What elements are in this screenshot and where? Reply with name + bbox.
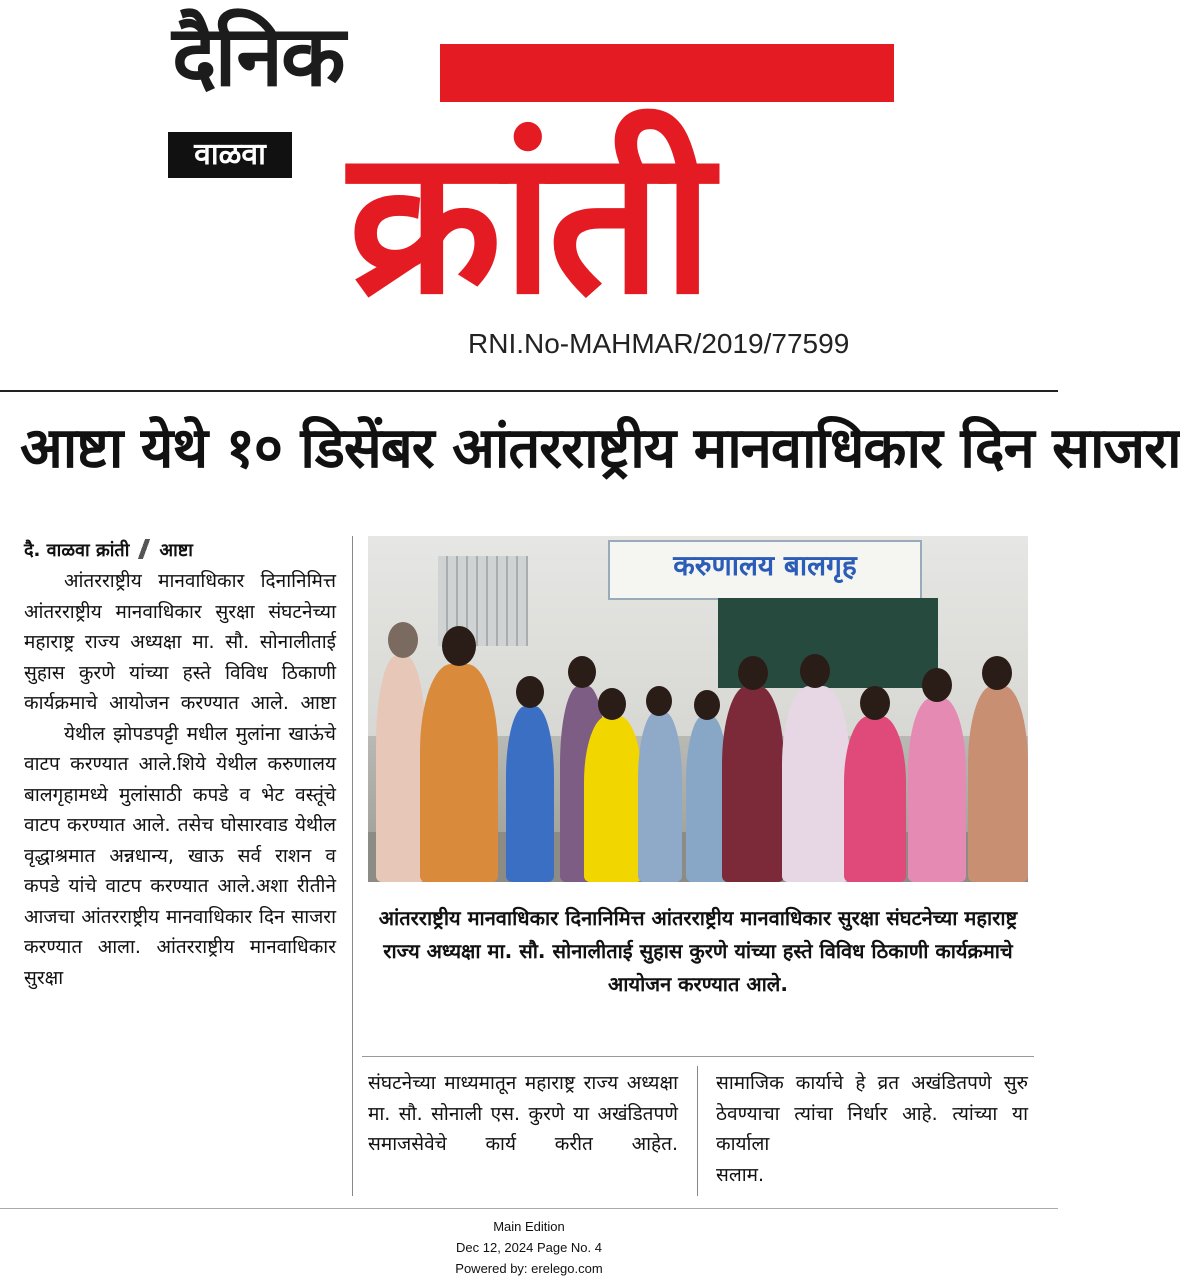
photo-signboard-text: करुणालय बालगृह (673, 549, 857, 582)
photo-signboard (608, 540, 922, 600)
byline-place: आष्टा (159, 540, 193, 561)
caption-rule (362, 1056, 1034, 1057)
photo-person-head (738, 656, 768, 690)
middle-column: संघटनेच्या माध्यमातून महाराष्ट्र राज्य अध्यक्षा मा. सौ. सोनाली एस. कुरणे या अखंडितपणे समाजसेवेचे कार्य करीत आहेत. (368, 1072, 678, 1155)
left-paragraph-2: येथील झोपडपट्टी मधील मुलांना खाऊंचे वाटप करण्यात आले.शिये येथील करुणालय बालगृहामध्ये मुलांसाठी कपडे व भेट वस्तूंचे वाटप करण्यात आले. तसेच घोसारवाड येथील वृद्धाश्रमात अन्नधान्य, खाऊ सर्व राशन व कपडे यांचे वाटप करण्यात आले.अशा रीतीने आजचा आंतरराष्ट्रीय मानवाधिकार दिन साजरा करण्यात आला. आंतरराष्ट्रीय मानवाधिकार सुरक्षा (24, 722, 336, 989)
right-column (716, 1068, 1028, 1190)
byline-paper: दै. वाळवा क्रांती (24, 540, 130, 561)
logo-dainik: दैनिक (172, 7, 344, 105)
photo-person (968, 686, 1028, 882)
byline (24, 538, 193, 562)
column-divider-right (697, 1066, 698, 1196)
footer-edition: Main Edition (493, 1219, 565, 1234)
photo-person-head (516, 676, 544, 708)
right-column-last: सलाम. (716, 1163, 765, 1186)
photo-person-head (694, 690, 720, 720)
page-footer (0, 1216, 1058, 1279)
logo-red-bar (440, 44, 894, 102)
slash-icon (135, 539, 153, 559)
rni-number: RNI.No-MAHMAR/2019/77599 (468, 328, 850, 359)
photo-person-head (598, 688, 626, 720)
photo-person-head (388, 622, 418, 658)
article-photo (368, 536, 1028, 882)
left-column (24, 566, 336, 993)
column-divider-left (352, 536, 353, 1196)
photo-person (376, 656, 426, 882)
logo-walwa: वाळवा (168, 132, 292, 178)
photo-person (584, 716, 642, 882)
logo-kranti: क्रांती (348, 106, 708, 339)
right-column-text: सामाजिक कार्याचे हे व्रत अखंडितपणे सुरु ठेवण्याचा त्यांचा निर्धार आहे. त्यांच्या या कार्याला (716, 1072, 1028, 1155)
photo-person (908, 698, 966, 882)
photo-person-head (568, 656, 596, 688)
photo-person-head (442, 626, 476, 666)
photo-person (722, 686, 784, 882)
photo-person (844, 716, 906, 882)
photo-person-head (646, 686, 672, 716)
photo-caption: आंतरराष्ट्रीय मानवाधिकार दिनानिमित्त आंतरराष्ट्रीय मानवाधिकार सुरक्षा संघटनेच्या महाराष्ट्र राज्य अध्यक्षा मा. सौ. सोनालीताई सुहास कुरणे यांच्या हस्ते विविध ठिकाणी कार्यक्रमाचे आयोजन करण्यात आले. (378, 906, 1018, 996)
photo-person (638, 712, 682, 882)
photo-person (506, 706, 554, 882)
masthead (0, 0, 1058, 390)
photo-person-head (922, 668, 952, 702)
footer-date-page: Dec 12, 2024 Page No. 4 (456, 1240, 602, 1255)
footer-rule (0, 1208, 1058, 1209)
photo-person-head (860, 686, 890, 720)
article-headline: आष्टा येथे १० डिसेंबर आंतरराष्ट्रीय मानवाधिकार दिन साजरा (20, 416, 1180, 481)
photo-person-head (982, 656, 1012, 690)
photo-person-head (800, 654, 830, 688)
masthead-rule (0, 390, 1058, 392)
left-paragraph-1: आंतरराष्ट्रीय मानवाधिकार दिनानिमित्त आंतरराष्ट्रीय मानवाधिकार सुरक्षा संघटनेच्या महाराष्ट्र राज्य अध्यक्षा मा. सौ. सोनालीताई सुहास कुरणे यांच्या हस्ते विविध ठिकाणी कार्यक्रमाचे आयोजन करण्यात आले. आष्टा (24, 570, 336, 714)
photo-person (782, 686, 850, 882)
footer-powered-by: Powered by: erelego.com (455, 1261, 603, 1276)
photo-person (420, 664, 498, 882)
